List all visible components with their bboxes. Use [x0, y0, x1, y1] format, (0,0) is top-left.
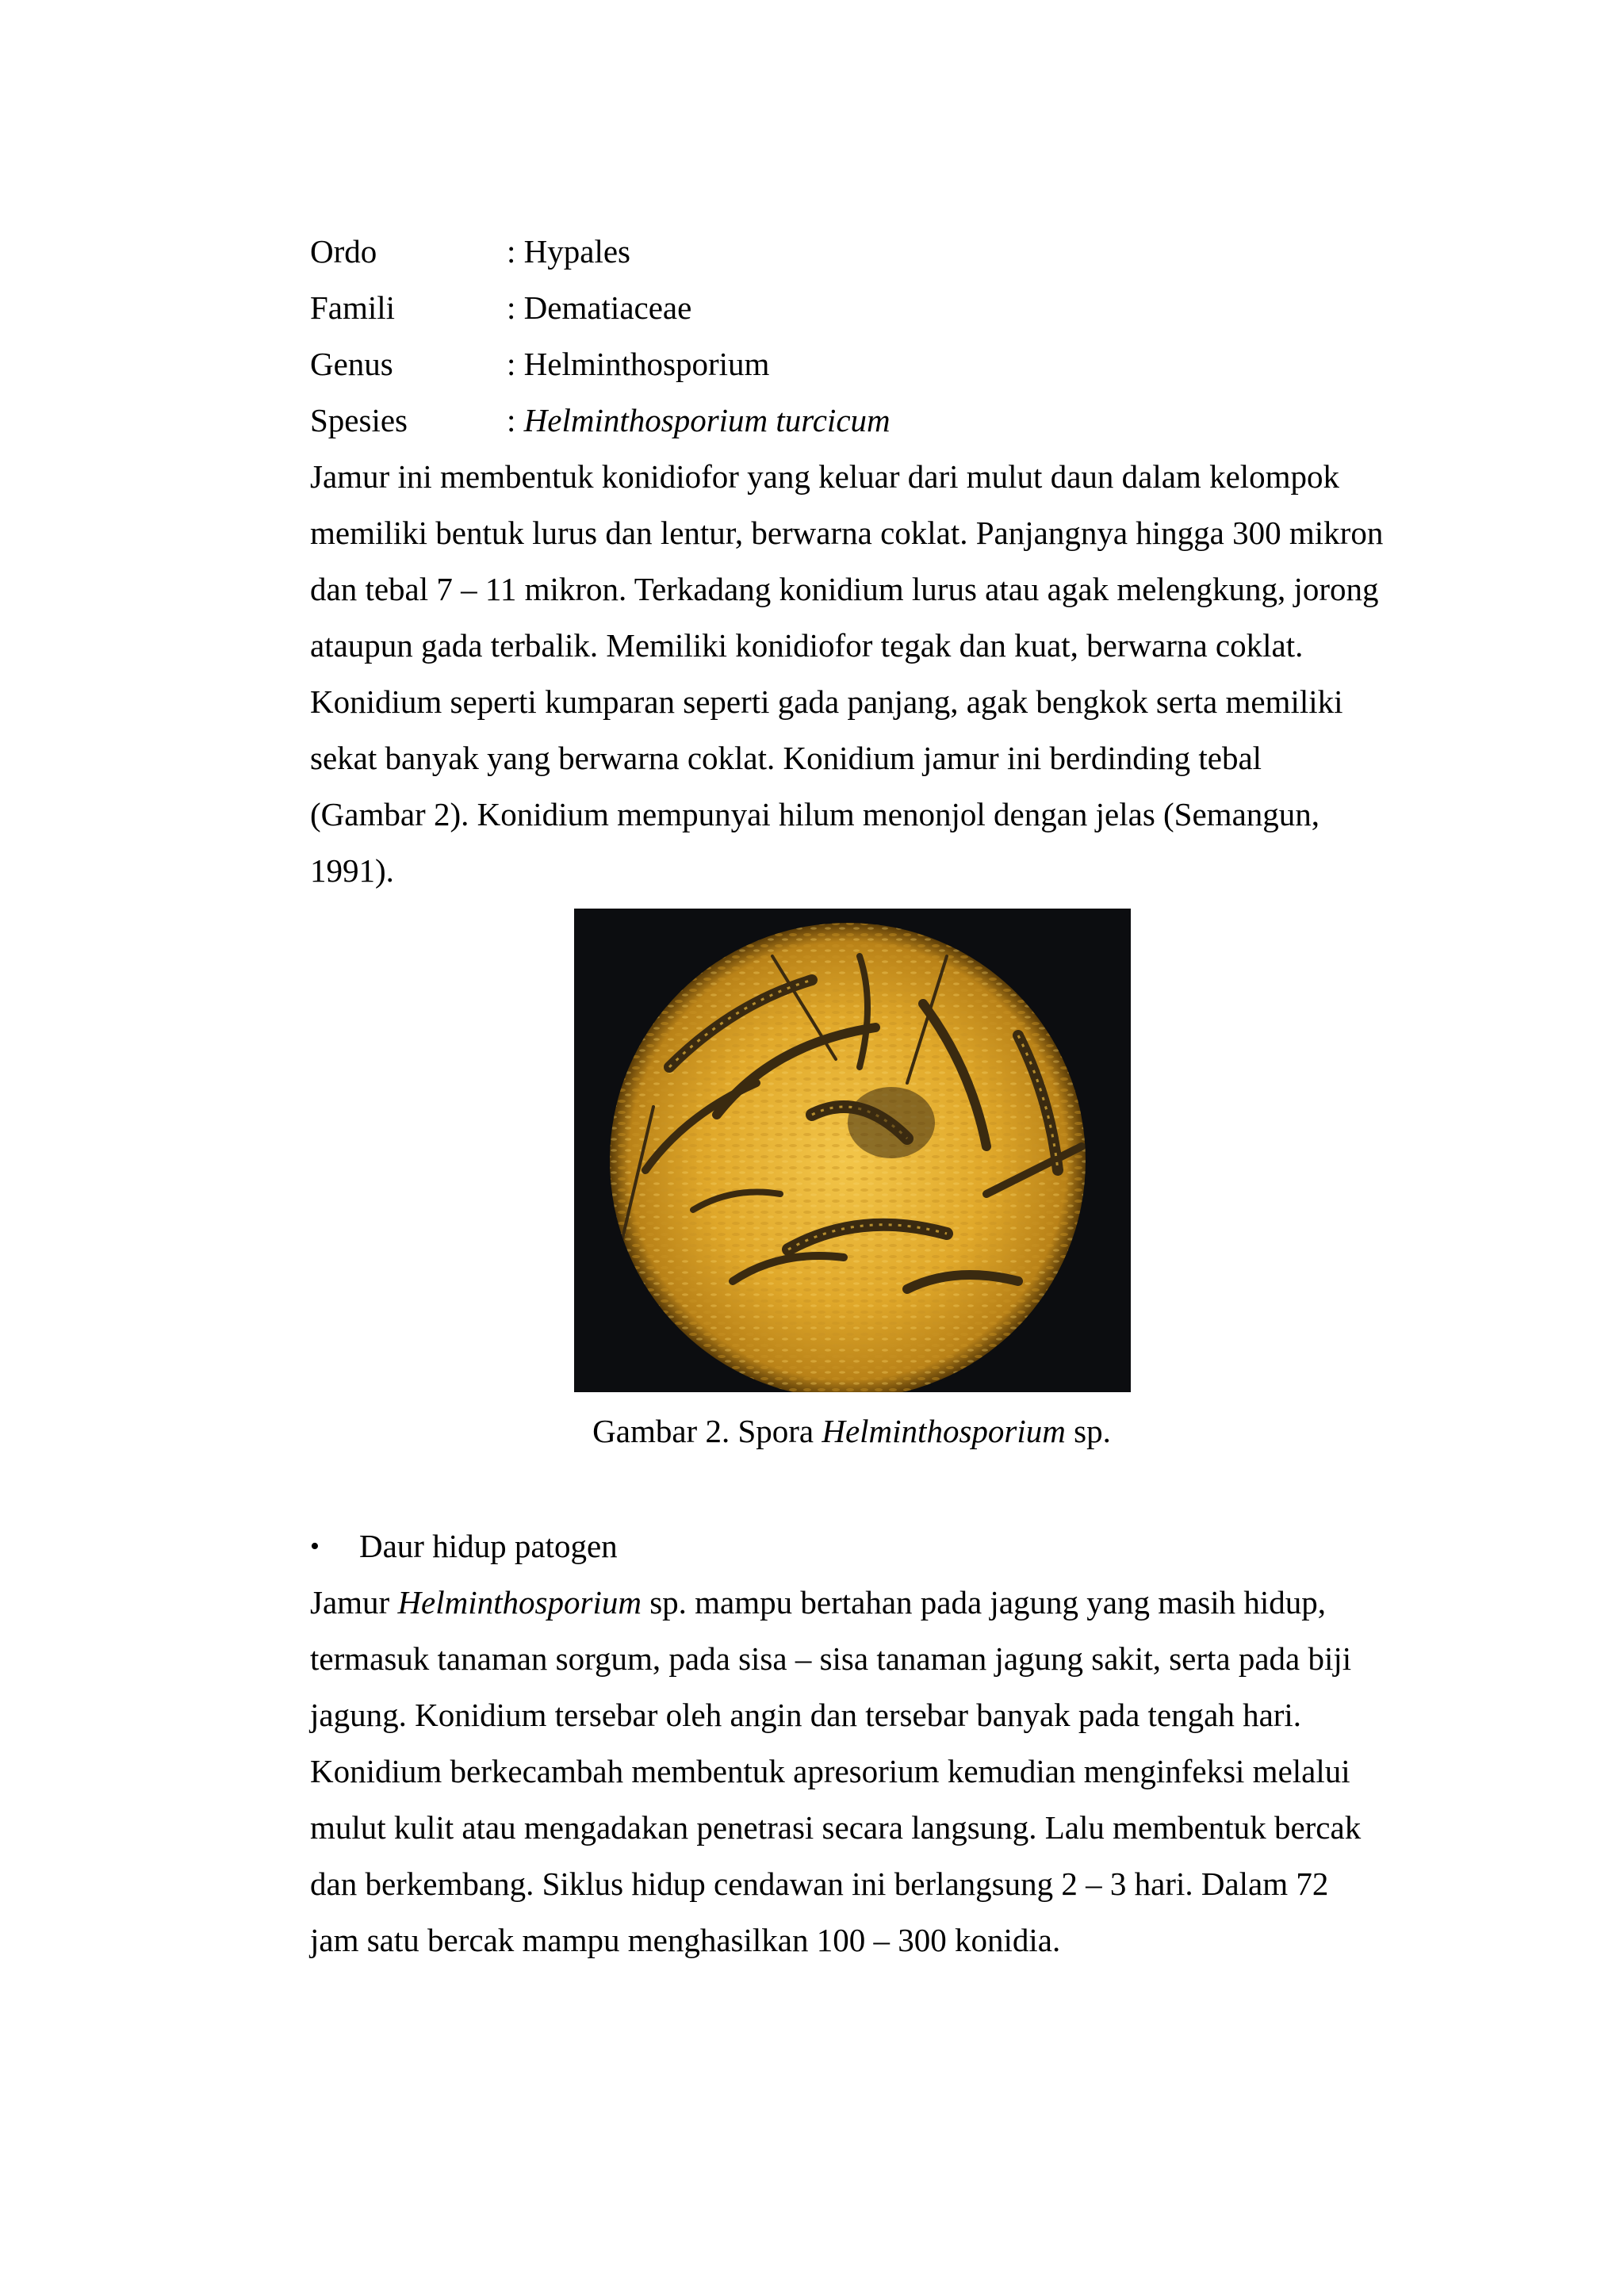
paragraph-line	[310, 1575, 1404, 1631]
taxonomy-and-description	[310, 224, 1404, 899]
paragraph-line: sekat banyak yang berwarna coklat. Konidium jamur ini berdinding tebal	[310, 740, 1262, 776]
taxonomy-row-spesies	[310, 392, 1404, 449]
line-prefix: Jamur	[310, 1584, 398, 1621]
caption-genus: Helminthosporium	[822, 1413, 1066, 1449]
spore-micrograph	[574, 909, 1131, 1392]
taxonomy-value: : Helminthosporium	[507, 346, 770, 382]
section-heading-text: Daur hidup patogen	[359, 1528, 618, 1564]
paragraph-line: Jamur ini membentuk konidiofor yang keluar dari mulut daun dalam kelompok	[310, 458, 1340, 495]
paragraph-line: memiliki bentuk lurus dan lentur, berwarna coklat. Panjangnya hingga 300 mikron	[310, 515, 1384, 551]
taxonomy-label: Spesies	[310, 402, 408, 438]
taxonomy-row-ordo	[310, 224, 1404, 280]
taxonomy-row-genus	[310, 336, 1404, 392]
taxonomy-value-prefix: :	[507, 402, 524, 438]
description-paragraph	[310, 449, 1404, 899]
paragraph-line: ataupun gada terbalik. Memiliki konidiofor tegak dan kuat, berwarna coklat.	[310, 627, 1304, 664]
life-cycle-section	[310, 1518, 1404, 1969]
paragraph-line: dan berkembang. Siklus hidup cendawan ini berlangsung 2 – 3 hari. Dalam 72	[310, 1866, 1329, 1902]
micrograph-illustration	[574, 909, 1131, 1392]
taxonomy-label: Genus	[310, 346, 393, 382]
figure-caption	[0, 1403, 1624, 1460]
line-suffix: sp. mampu bertahan pada jagung yang masih hidup,	[641, 1584, 1327, 1621]
taxonomy-label: Ordo	[310, 233, 377, 270]
bullet-icon: •	[310, 1532, 320, 1561]
paragraph-line: jagung. Konidium tersebar oleh angin dan tersebar banyak pada tengah hari.	[310, 1697, 1302, 1733]
taxonomy-row-famili	[310, 280, 1404, 336]
paragraph-line: termasuk tanaman sorgum, pada sisa – sisa tanaman jagung sakit, serta pada biji	[310, 1640, 1352, 1677]
taxonomy-value: : Dematiaceae	[507, 289, 692, 326]
paragraph-line: 1991).	[310, 852, 394, 889]
genus-name: Helminthosporium	[397, 1584, 642, 1621]
species-name: Helminthosporium turcicum	[523, 402, 891, 438]
section-heading	[310, 1518, 1404, 1575]
paragraph-line: jam satu bercak mampu menghasilkan 100 – 300 konidia.	[310, 1922, 1061, 1958]
paragraph-line: dan tebal 7 – 11 mikron. Terkadang konidium lurus atau agak melengkung, jorong	[310, 571, 1379, 607]
paragraph-line: Konidium seperti kumparan seperti gada panjang, agak bengkok serta memiliki	[310, 683, 1343, 720]
caption-suffix: sp.	[1065, 1413, 1111, 1449]
taxonomy-value	[507, 392, 891, 449]
taxonomy-value: : Hypales	[507, 233, 630, 270]
paragraph-line: mulut kulit atau mengadakan penetrasi secara langsung. Lalu membentuk bercak	[310, 1809, 1362, 1846]
paragraph-line: (Gambar 2). Konidium mempunyai hilum menonjol dengan jelas (Semangun,	[310, 796, 1320, 832]
caption-prefix: Gambar 2. Spora	[592, 1413, 822, 1449]
taxonomy-label: Famili	[310, 289, 396, 326]
paragraph-line: Konidium berkecambah membentuk apresorium kemudian menginfeksi melalui	[310, 1753, 1350, 1789]
